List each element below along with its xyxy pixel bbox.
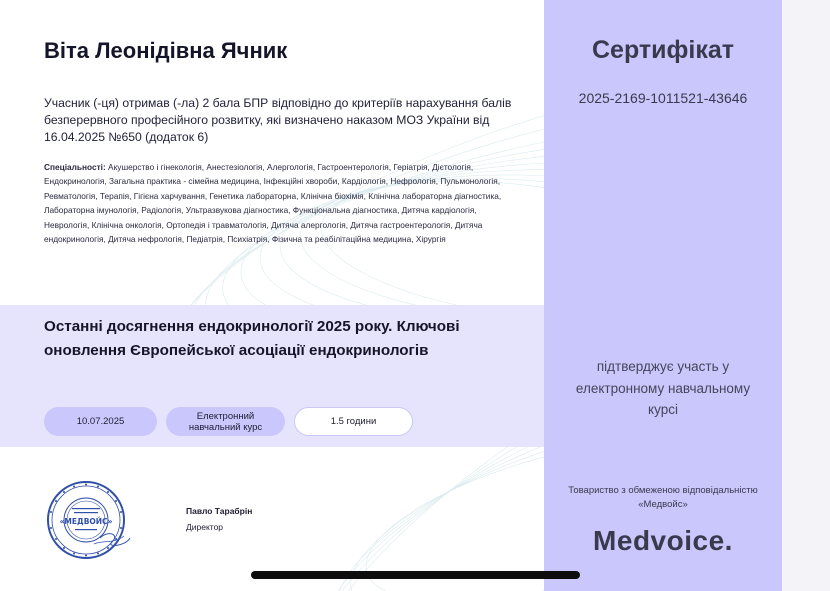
intro-text: Учасник (-ця) отримав (-ла) 2 бала БПР відповідно до критеріїв нарахування балів безперервного професійного розвитку, які визначено наказом МОЗ України від 16.04.2025 №650 (додаток 6) bbox=[44, 96, 512, 144]
course-date-badge bbox=[44, 407, 157, 436]
signatory-role: Директор bbox=[186, 522, 224, 532]
course-type: Електронний навчальний курс bbox=[188, 410, 263, 433]
company-name: Товариство з обмеженою відповідальністю «Медвойс» bbox=[568, 485, 758, 510]
course-hours: 1.5 години bbox=[330, 416, 377, 427]
certificate-id: 2025-2169-1011521-43646 bbox=[578, 90, 748, 106]
seal-text: «МЕДВОЙС» bbox=[59, 517, 113, 526]
medvoice-logo: Medvoice. bbox=[593, 525, 733, 556]
course-hours-badge bbox=[294, 407, 413, 436]
signatory-name: Павло Тарабрін bbox=[186, 506, 253, 516]
home-indicator-bar[interactable] bbox=[251, 571, 580, 579]
side-edge bbox=[782, 0, 830, 591]
specialties-block bbox=[44, 160, 516, 246]
specialties-list: Акушерство і гінекологія, Анестезіологія, Алергологія, Гастроентерологія, Геріатрія, Дієтологія, Ендокринологія, Загальна практика - сімейна медицина, Інфекційні хвороби, Кардіологія, Нефрологія, Пульмонологія, Ревматологія, Терапія, Гігієна харчування, Генетика лабораторна, Клінічна біохімія, Клінічна лабораторна діагностика, Лабораторна імунологія, Радіологія, Ультразвукова діагностика, Функціональна діагностика, Дитяча кардіологія, Неврологія, Клінічна онкологія, Ортопедія і травматологія, Дитяча алергологія, Дитяча гастроентерологія, Дитяча ендокринологія, Дитяча нефрологія, Педіатрія, Психіатрія, Фізична та реабілітаційна медицина, Хірургія bbox=[44, 162, 502, 245]
recipient-name: Віта Леонідівна Ячник bbox=[44, 38, 288, 63]
course-title: Останні досягнення ендокринології 2025 року. Ключові оновлення Європейської асоціації ендокринологів bbox=[44, 318, 460, 359]
confirmation-text: підтверджує участь у електронному навчальному курсі bbox=[575, 359, 751, 417]
specialties-label: Спеціальності: bbox=[44, 162, 106, 172]
course-date: 10.07.2025 bbox=[76, 416, 125, 427]
certificate-title: Сертифікат bbox=[592, 36, 734, 64]
company-seal bbox=[42, 478, 132, 562]
course-type-badge bbox=[166, 407, 285, 436]
